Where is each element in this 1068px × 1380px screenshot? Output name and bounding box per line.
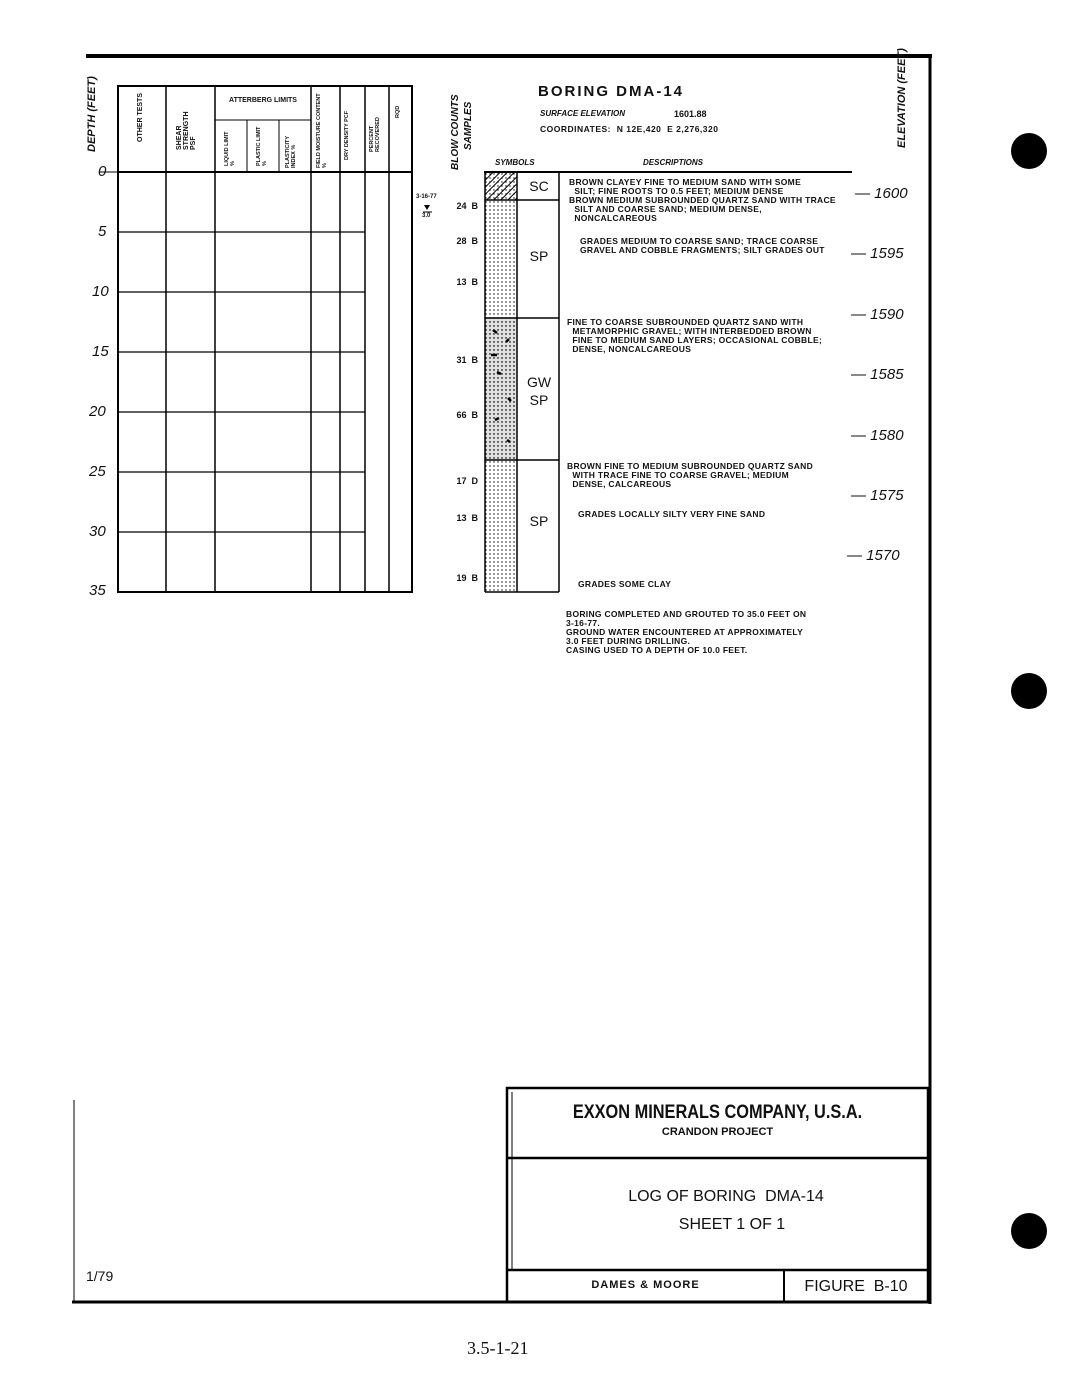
col-rqd: RQD bbox=[395, 105, 401, 118]
punch-hole bbox=[1011, 133, 1047, 169]
boring-title: BORING DMA-14 bbox=[538, 83, 685, 100]
surface-elevation-label: SURFACE ELEVATION bbox=[540, 109, 626, 118]
water-depth: 3.0 bbox=[422, 213, 431, 219]
company-name: EXXON MINERALS COMPANY, U.S.A. bbox=[572, 1102, 863, 1123]
elevation-tick: — 1600 bbox=[855, 185, 908, 202]
figure-number: FIGURE B-10 bbox=[804, 1278, 908, 1295]
blow-count: 17 D bbox=[456, 476, 478, 486]
page-number: 3.5-1-21 bbox=[467, 1338, 529, 1358]
elevation-tick: — 1585 bbox=[851, 366, 904, 383]
punch-hole bbox=[1011, 673, 1047, 709]
firm-name: DAMES & MOORE bbox=[591, 1279, 700, 1291]
blow-counts-label: BLOW COUNTS bbox=[450, 94, 461, 170]
boring-notes: BORING COMPLETED AND GROUTED TO 35.0 FEET ON 3-16-77. GROUND WATER ENCOUNTERED AT APPROXIMATELY 3.0 FEET DURING DRILLING. CASING USED TO A DEPTH OF 10.0 FEET. bbox=[566, 609, 807, 655]
blow-count: 31 B bbox=[456, 355, 478, 365]
description: GRADES LOCALLY SILTY VERY FINE SAND bbox=[578, 509, 766, 519]
depth-tick: 20 bbox=[89, 403, 106, 420]
description: GRADES MEDIUM TO COARSE SAND; TRACE COARSE GRAVEL AND COBBLE FRAGMENTS; SILT GRADES OUT bbox=[580, 236, 825, 255]
description: GRADES SOME CLAY bbox=[578, 579, 672, 589]
col-plasticity: PLASTICITY INDEX % bbox=[285, 136, 297, 168]
depth-tick: 5 bbox=[98, 223, 107, 240]
description: BROWN MEDIUM SUBROUNDED QUARTZ SAND WITH TRACE SILT AND COARSE SAND; MEDIUM DENSE, NONCALCAREOUS bbox=[569, 195, 836, 223]
punch-hole bbox=[1011, 1213, 1047, 1249]
descriptions-heading: DESCRIPTIONS bbox=[643, 158, 704, 167]
description: BROWN FINE TO MEDIUM SUBROUNDED QUARTZ SAND WITH TRACE FINE TO COARSE GRAVEL; MEDIUM DENSE, CALCAREOUS bbox=[567, 461, 814, 489]
depth-label: DEPTH (FEET) bbox=[86, 76, 98, 152]
date-stamp: 1/79 bbox=[86, 1268, 114, 1284]
soil-symbol: SP bbox=[529, 513, 549, 529]
elevation-tick: — 1580 bbox=[851, 427, 904, 444]
blow-count: 13 B bbox=[456, 277, 478, 287]
samples-label: SAMPLES bbox=[463, 101, 474, 150]
description: BROWN CLAYEY FINE TO MEDIUM SAND WITH SOME SILT; FINE ROOTS TO 0.5 FEET; MEDIUM DENSE bbox=[569, 177, 802, 196]
surface-elevation-value: 1601.88 bbox=[674, 109, 707, 119]
blow-count: 13 B bbox=[456, 513, 478, 523]
blow-count: 19 B bbox=[456, 573, 478, 583]
col-liquid: LIQUID LIMIT % bbox=[224, 131, 236, 166]
symbols-heading: SYMBOLS bbox=[495, 158, 535, 167]
elevation-tick: — 1575 bbox=[851, 487, 904, 504]
soil-symbol: SC bbox=[529, 178, 549, 194]
soil-symbol: SP bbox=[529, 392, 549, 408]
col-moisture: FIELD MOISTURE CONTENT % bbox=[316, 93, 328, 168]
soil-symbol: SP bbox=[529, 248, 549, 264]
coordinates: COORDINATES: N 12E,420 E 2,276,320 bbox=[540, 124, 719, 134]
blow-count: 24 B bbox=[456, 201, 478, 211]
soil-symbol: GW bbox=[526, 374, 552, 390]
project-name: CRANDON PROJECT bbox=[661, 1126, 774, 1138]
col-recovered: PERCENT RECOVERED bbox=[369, 117, 381, 152]
log-title: LOG OF BORING DMA-14 bbox=[628, 1188, 824, 1205]
col-shear: SHEAR STRENGTH PSF bbox=[176, 111, 197, 150]
water-date: 3-16-77 bbox=[416, 194, 437, 200]
col-dry-density: DRY DENSITY PCF bbox=[344, 110, 350, 160]
depth-tick: 35 bbox=[89, 582, 106, 599]
depth-tick: 25 bbox=[89, 463, 106, 480]
depth-tick: 10 bbox=[92, 283, 109, 300]
sheet-number: SHEET 1 OF 1 bbox=[678, 1216, 786, 1233]
col-atterberg: ATTERBERG LIMITS bbox=[229, 97, 297, 104]
col-plastic: PLASTIC LIMIT % bbox=[256, 126, 268, 166]
elevation-tick: — 1595 bbox=[851, 245, 904, 262]
description: FINE TO COARSE SUBROUNDED QUARTZ SAND WITH METAMORPHIC GRAVEL; WITH INTERBEDDED BROWN FINE TO MEDIUM SAND LAYERS; OCCASIONAL COBBLE; DENSE, NONCALCAREOUS bbox=[567, 317, 823, 354]
blow-count: 28 B bbox=[456, 236, 478, 246]
col-other-tests: OTHER TESTS bbox=[137, 92, 144, 142]
elevation-tick: — 1590 bbox=[851, 306, 904, 323]
depth-tick: 15 bbox=[92, 343, 109, 360]
elevation-tick: — 1570 bbox=[847, 547, 900, 564]
blow-count: 66 B bbox=[456, 410, 478, 420]
depth-tick: 0 bbox=[98, 163, 107, 180]
elevation-label: ELEVATION (FEET) bbox=[896, 48, 908, 148]
depth-tick: 30 bbox=[89, 523, 106, 540]
